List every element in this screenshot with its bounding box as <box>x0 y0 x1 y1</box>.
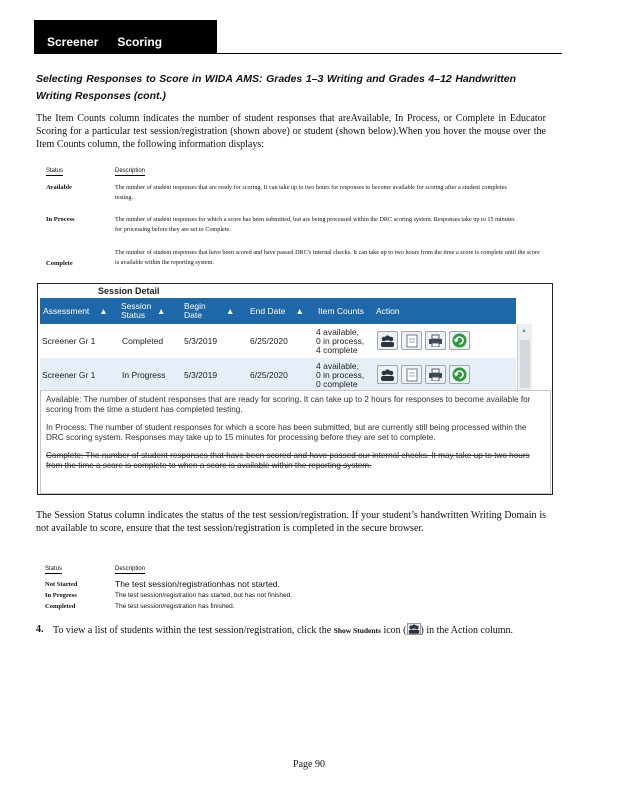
def-desc-in-process: The number of student responses for which a score has been submitted, but are being processed within the DRC scoring system. Responses take up to 15 minutes for processing before they are set to Complete. <box>115 216 515 233</box>
document-icon <box>406 334 418 348</box>
document-icon <box>406 368 418 382</box>
row-item-counts[interactable]: 4 available, 0 in process, 4 complete <box>316 326 365 355</box>
row-assessment: Screener Gr 1 <box>42 370 96 380</box>
show-students-label: Show Students <box>333 626 381 635</box>
item-counts-tooltip <box>40 390 551 494</box>
scroll-up-icon[interactable]: ▲ <box>521 328 527 334</box>
printer-icon <box>428 334 443 347</box>
row-begin-date: 5/3/2019 <box>184 370 218 380</box>
step4-text: To view a list of students within the test session/registration, click the Show Students icon ( ) in the Action column. <box>53 625 514 636</box>
def-term-in-process: In Process <box>46 216 75 223</box>
row-end-date: 6/25/2020 <box>250 336 288 346</box>
show-students-button[interactable] <box>377 365 398 384</box>
col-end-date-header[interactable]: End Date ▲ <box>250 305 304 316</box>
col-session-status-header[interactable]: Session Status ▲ <box>121 301 166 320</box>
refresh-icon <box>452 333 467 348</box>
row-end-date: 6/25/2020 <box>250 370 288 380</box>
table-row <box>40 324 516 358</box>
status-term-completed: Completed <box>45 603 76 610</box>
section-header-tab <box>34 20 217 54</box>
status-term-not-started: Not Started <box>45 581 78 588</box>
status-desc-in-progress: The test session/registration has started, but has not finished. <box>115 592 293 599</box>
col-action-header: Action <box>376 305 400 316</box>
refresh-icon <box>452 367 467 382</box>
intro-paragraph: The Item Counts column indicates the number of student responses that areAvailable, In Process, or Complete in Educator Scoring for a particular test session/registration (shown above) or student (shown below).When you hover the mouse over the Item Counts column, the following information displays: <box>36 113 546 150</box>
document-button[interactable] <box>401 365 422 384</box>
row-session-status: Completed <box>122 336 164 346</box>
row-session-status: In Progress <box>122 370 166 380</box>
col-begin-date-header[interactable]: Begin Date ▲ <box>184 301 235 320</box>
document-button[interactable] <box>401 331 422 350</box>
row-item-counts[interactable]: 4 available, 0 in process, 0 complete <box>316 360 365 389</box>
printer-icon <box>428 368 443 381</box>
status-desc-not-started: The test session/registrationhas not started. <box>115 579 280 589</box>
sort-up-icon: ▲ <box>295 305 304 316</box>
def-col-status: Status <box>46 168 64 174</box>
status-desc-completed: The test session/registration has finished. <box>115 603 235 610</box>
header-rule <box>34 53 562 54</box>
status-col-status: Status <box>45 566 63 572</box>
def-term-available: Available <box>46 184 72 191</box>
sort-up-icon: ▲ <box>157 305 166 316</box>
session-detail-screenshot <box>37 283 553 495</box>
row-begin-date: 5/3/2019 <box>184 336 218 346</box>
def-desc-available: The number of student responses that are ready for scoring. It can take up to two hours for responses to become available for scoring after a student completes testing. <box>115 184 507 201</box>
status-term-in-progress: In Progress <box>45 592 77 599</box>
table-row <box>40 358 516 392</box>
tooltip-available: Available: The number of student responses that are ready for scoring. It can take up to 2 hours for responses to become available for scoring from the time a student has completed testing. <box>46 395 531 414</box>
table-scrollbar[interactable] <box>517 324 532 390</box>
col-assessment-header[interactable]: Assessment ▲ <box>43 305 108 316</box>
row-assessment: Screener Gr 1 <box>42 336 96 346</box>
tooltip-complete: Complete: The number of student responses that have been scored and have passed our internal checks. It may take up to two hours from the time a score is complete to when a score is available within the reporting system. <box>46 451 530 470</box>
scrollbar-thumb[interactable] <box>520 340 530 388</box>
def-desc-complete: The number of student responses that have been scored and have passed DRC's internal checks. It can take up to two hours from the time a score is complete until the score is available within the reporting system. <box>115 249 540 266</box>
show-students-button[interactable] <box>377 331 398 350</box>
sort-up-icon: ▲ <box>226 305 235 316</box>
def-col-description: Description <box>115 168 146 174</box>
col-item-counts-header: Item Counts <box>318 305 364 316</box>
header-tab-scoring: Scoring <box>117 35 163 49</box>
refresh-button[interactable] <box>449 331 470 350</box>
status-col-description: Description <box>115 566 146 572</box>
people-icon <box>380 335 395 347</box>
print-button[interactable] <box>425 365 446 384</box>
tooltip-in-process: In Process: The number of student responses for which a score has been submitted, but are currently still being processed within the DRC scoring system. Responses may take up to 15 minutes for processing before they are set to complete. <box>46 423 527 442</box>
show-students-icon <box>407 623 421 635</box>
def-term-complete: Complete <box>46 260 73 267</box>
header-tab-screener: Screener <box>47 35 99 49</box>
print-button[interactable] <box>425 331 446 350</box>
page-number: Page 90 <box>293 759 325 770</box>
session-detail-table-header <box>40 298 516 324</box>
step-number: 4. <box>36 624 44 635</box>
refresh-button[interactable] <box>449 365 470 384</box>
session-detail-title: Session Detail <box>40 284 551 298</box>
sort-up-icon: ▲ <box>99 305 108 316</box>
section-title: Selecting Responses to Score in WIDA AMS: Grades 1–3 Writing and Grades 4–12 Handwritten Writing Responses (cont.) <box>36 73 516 102</box>
people-icon <box>380 369 395 381</box>
status-paragraph: The Session Status column indicates the status of the test session/registration. If your student’s handwritten Writing Domain is not available to score, ensure that the test session/registration is completed in the secure browser. <box>36 510 546 534</box>
